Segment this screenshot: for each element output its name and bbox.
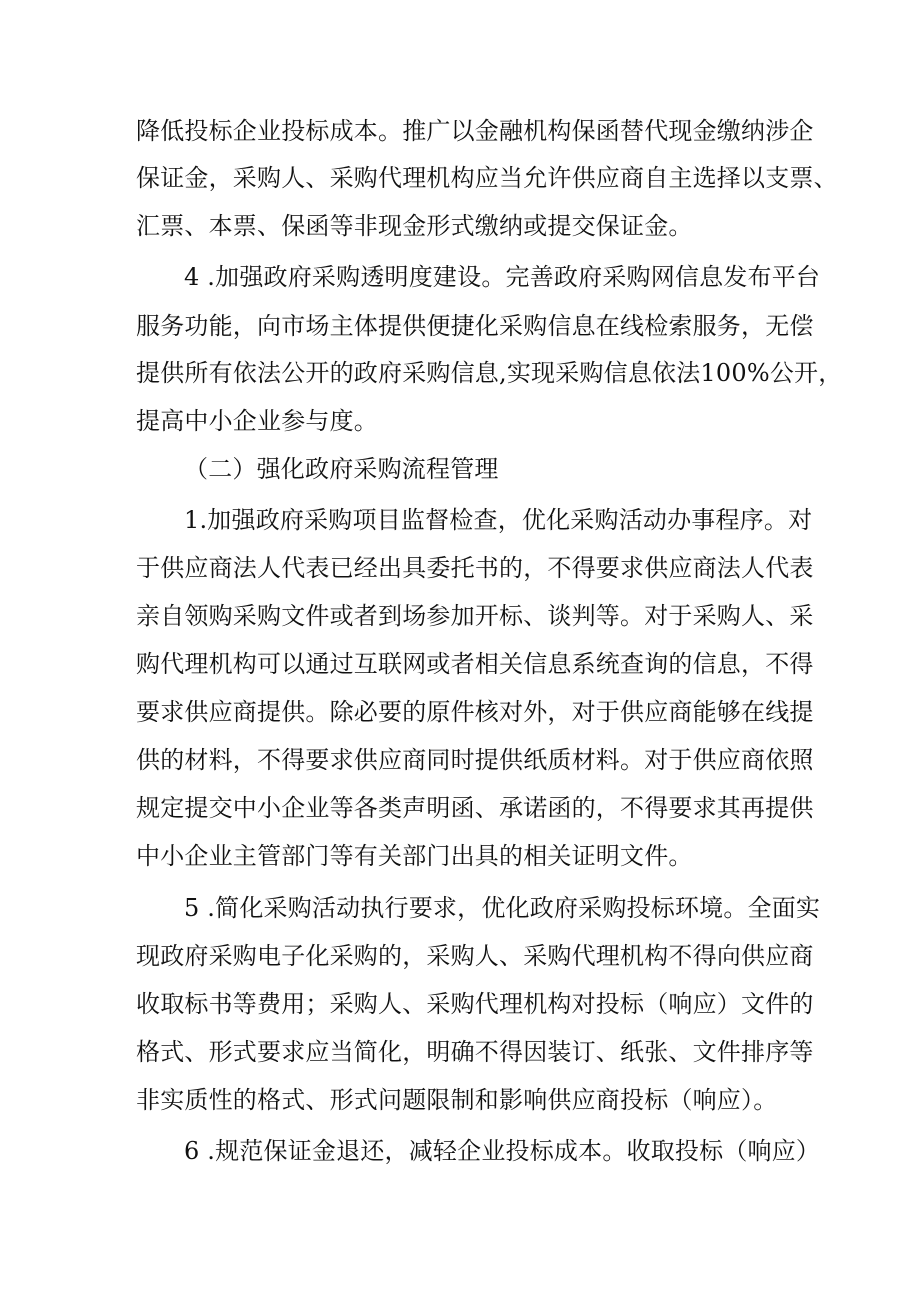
text-line: 6 .规范保证金退还，减轻企业投标成本。收取投标（响应） bbox=[184, 1137, 821, 1165]
text-line: 现政府采购电子化采购的，采购人、采购代理机构不得向供应商 bbox=[136, 942, 814, 970]
text-line: 提高中小企业参与度。 bbox=[136, 407, 378, 435]
text-line: 亲自领购采购文件或者到场参加开标、谈判等。对于采购人、采 bbox=[136, 602, 814, 630]
text-line: 要求供应商提供。除必要的原件核对外，对于供应商能够在线提 bbox=[136, 698, 814, 726]
text-line: 汇票、本票、保函等非现金形式缴纳或提交保证金。 bbox=[136, 212, 693, 240]
text-line: 规定提交中小企业等各类声明函、承诺函的，不得要求其再提供 bbox=[136, 794, 814, 822]
text-line: 5 .简化采购活动执行要求，优化政府采购投标环境。全面实 bbox=[184, 894, 821, 922]
text-line: 格式、形式要求应当简化，明确不得因装订、纸张、文件排序等 bbox=[136, 1038, 814, 1066]
text-line: 于供应商法人代表已经出具委托书的，不得要求供应商法人代表 bbox=[136, 554, 814, 582]
text-line: 购代理机构可以通过互联网或者相关信息系统查询的信息，不得 bbox=[136, 650, 814, 678]
text-line: 供的材料，不得要求供应商同时提供纸质材料。对于供应商依照 bbox=[136, 746, 814, 774]
text-line: 非实质性的格式、形式问题限制和影响供应商投标（响应）。 bbox=[136, 1086, 778, 1114]
text-line: 保证金，采购人、采购代理机构应当允许供应商自主选择以支票、 bbox=[136, 164, 838, 192]
text-line: 中小企业主管部门等有关部门出具的相关证明文件。 bbox=[136, 842, 693, 870]
text-line: 1.加强政府采购项目监督检查，优化采购活动办事程序。对 bbox=[184, 506, 813, 534]
text-line: 收取标书等费用；采购人、采购代理机构对投标（响应）文件的 bbox=[136, 990, 814, 1018]
text-line: 服务功能，向市场主体提供便捷化采购信息在线检索服务，无偿 bbox=[136, 312, 814, 340]
text-line: 降低投标企业投标成本。推广以金融机构保函替代现金缴纳涉企 bbox=[136, 117, 814, 145]
text-line: 4 .加强政府采购透明度建设。完善政府采购网信息发布平台 bbox=[184, 263, 821, 291]
section-heading: （二）强化政府采购流程管理 bbox=[184, 455, 499, 483]
text-line: 提供所有依法公开的政府采购信息,实现采购信息依法100%公开， bbox=[136, 359, 843, 387]
